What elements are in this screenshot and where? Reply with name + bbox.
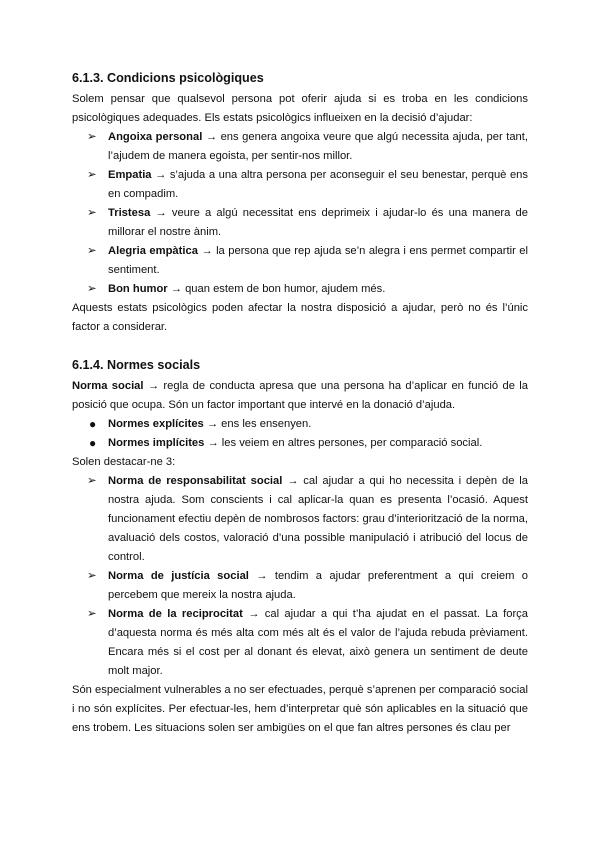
item-term: Norma de justícia social — [108, 570, 249, 582]
section-spacer — [72, 337, 528, 357]
item-text: → quan estem de bon humor, ajudem més. — [167, 283, 386, 295]
item-text: → veure a algú necessitat ens deprimeix i ajudar-lo és una manera de millorar el nostre ànim. — [108, 207, 528, 238]
item-term: Norma de la reciprocitat — [108, 608, 243, 620]
item-term: Bon humor — [108, 283, 168, 295]
section-title-psychological-conditions: 6.1.3. Condicions psicològiques — [72, 71, 264, 85]
item-term: Norma de responsabilitat social — [108, 475, 283, 487]
list-item — [72, 567, 528, 605]
item-text: → cal ajudar a qui t’ha ajudat en el passat. La força d’aquesta norma és més alta com més alt és el valor de l’ajuda rebuda prèviament. Encara més si el cost per al donant és elevat, això genera un sentiment de deute molt major. — [108, 608, 528, 677]
arrow-bullet-icon: ➢ — [87, 475, 97, 487]
item-term: Alegria empàtica — [108, 245, 198, 257]
list-item — [72, 434, 528, 453]
three-norms-list — [72, 472, 528, 681]
list-item — [72, 242, 528, 280]
arrow-bullet-icon: ➢ — [87, 608, 97, 620]
arrow-bullet-icon: ➢ — [87, 207, 97, 219]
dot-bullet-icon: ● — [89, 417, 97, 431]
social-norm-definition — [72, 377, 528, 415]
list-item — [72, 204, 528, 242]
item-term: Tristesa — [108, 207, 151, 219]
item-text: → la persona que rep ajuda se’n alegra i ens permet compartir el sentiment. — [108, 245, 528, 276]
item-text: → ens les ensenyen. — [203, 418, 312, 430]
item-term: Normes explícites — [108, 418, 204, 430]
dot-bullet-icon: ● — [89, 436, 97, 450]
definition-term: Norma social — [72, 380, 144, 392]
item-term: Angoixa personal — [108, 131, 203, 143]
section-closing: Són especialment vulnerables a no ser efectuades, perquè s’aprenen per comparació social i no són explícites. Per efectuar-les, hem d’interpretar què són aplicables en la situació que ens trobem. Les situacions solen ser ambigües on el que fan altres persones és clau per — [72, 684, 528, 734]
list-item — [72, 472, 528, 567]
item-term: Empatia — [108, 169, 152, 181]
section-title-social-norms: 6.1.4. Normes socials — [72, 358, 201, 372]
arrow-bullet-icon: ➢ — [87, 245, 97, 257]
norm-types-list — [72, 415, 528, 453]
item-text: → tendim a ajudar preferentment a qui creiem o percebem que mereix la nostra ajuda. — [108, 570, 528, 601]
item-text: → ens genera angoixa veure que algú necessita ajuda, per tant, l’ajudem de manera egoista, per sentir-nos millor. — [108, 131, 528, 162]
arrow-bullet-icon: ➢ — [87, 283, 97, 295]
definition-text: → regla de conducta apresa que una persona ha d’aplicar en funció de la posició que ocupa. Són un factor important que intervé en la donació d’ajuda. — [72, 380, 528, 411]
psychological-states-list — [72, 128, 528, 299]
list-item — [72, 166, 528, 204]
list-item — [72, 128, 528, 166]
list-item — [72, 415, 528, 434]
item-text: → s’ajuda a una altra persona per aconseguir el seu benestar, perquè ens en compadim. — [108, 169, 528, 200]
list-item — [72, 605, 528, 681]
item-term: Normes implícites — [108, 437, 205, 449]
norms-lead: Solen destacar-ne 3: — [72, 456, 176, 468]
section-closing: Aquests estats psicològics poden afectar la nostra disposició a ajudar, però no és l’únic factor a considerar. — [72, 302, 528, 333]
item-text: → les veiem en altres persones, per comparació social. — [204, 437, 483, 449]
arrow-bullet-icon: ➢ — [87, 169, 97, 181]
item-text: → cal ajudar a qui ho necessita i depèn de la nostra ajuda. Som conscients i cal aplicar-la quan es presenta l’ocasió. Aquest funcionament efectiu depèn de nombrosos factors: grau d’interiorització de la norma, avaluació dels costos, valoració d’una possible manipulació i atribució del locus de control. — [108, 475, 528, 563]
arrow-bullet-icon: ➢ — [87, 570, 97, 582]
list-item — [72, 280, 528, 299]
section-intro: Solem pensar que qualsevol persona pot oferir ajuda si es troba en les condicions psicològiques adequades. Els estats psicològics influeixen en la decisió d’ajudar: — [72, 93, 528, 124]
document-content — [72, 70, 528, 738]
arrow-bullet-icon: ➢ — [87, 131, 97, 143]
